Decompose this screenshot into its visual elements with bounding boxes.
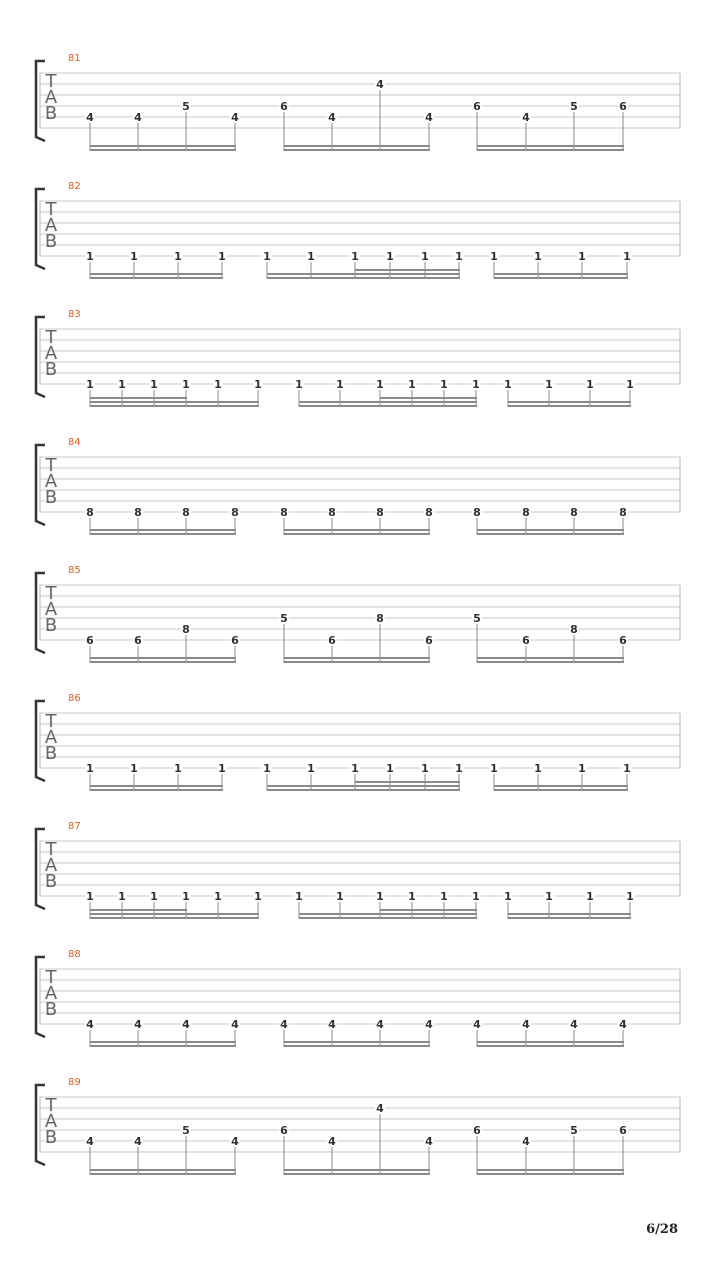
tab-system	[36, 565, 680, 663]
tab-clef-letter: B	[44, 743, 58, 764]
fret-number: 5	[570, 1124, 578, 1137]
fret-number: 1	[130, 762, 138, 775]
fret-number: 4	[86, 1135, 94, 1148]
fret-number: 4	[231, 1018, 239, 1031]
tab-clef-letter: B	[44, 999, 58, 1020]
fret-number: 4	[376, 1018, 384, 1031]
fret-number: 1	[307, 250, 315, 263]
measure-number: 82	[68, 181, 81, 192]
fret-number: 4	[86, 1018, 94, 1031]
fret-number: 8	[328, 506, 336, 519]
fret-number: 4	[280, 1018, 288, 1031]
note-beam	[477, 1173, 624, 1175]
fret-number: 1	[586, 890, 594, 903]
note-beam	[284, 529, 430, 531]
tab-clef-letter: A	[44, 983, 58, 1004]
fret-number: 6	[522, 634, 530, 647]
fret-number: 1	[490, 250, 498, 263]
fret-number: 1	[626, 378, 634, 391]
tab-clef-letter: A	[44, 215, 58, 236]
fret-number: 4	[134, 1135, 142, 1148]
note-beam	[284, 661, 430, 663]
tab-clef-letter: T	[45, 327, 57, 348]
fret-number: 1	[254, 890, 262, 903]
note-beam	[380, 909, 477, 911]
note-beam	[90, 657, 236, 659]
fret-number: 8	[182, 623, 190, 636]
fret-number: 1	[351, 762, 359, 775]
tab-clef-letter: A	[44, 343, 58, 364]
fret-number: 1	[336, 890, 344, 903]
note-beam	[90, 401, 259, 403]
fret-number: 5	[182, 100, 190, 113]
fret-number: 1	[150, 890, 158, 903]
fret-number: 1	[214, 890, 222, 903]
note-beam	[284, 533, 430, 535]
fret-number: 6	[86, 634, 94, 647]
tab-clef-letter: B	[44, 103, 58, 124]
fret-number: 1	[408, 890, 416, 903]
note-beam	[508, 913, 631, 915]
fret-number: 6	[619, 1124, 627, 1137]
tab-clef-letter: T	[45, 967, 57, 988]
measure-number: 86	[68, 693, 81, 704]
fret-number: 8	[280, 506, 288, 519]
tab-clef-letter: T	[45, 711, 57, 732]
measure-number: 81	[68, 53, 81, 64]
fret-number: 1	[623, 250, 631, 263]
note-beam	[90, 149, 236, 151]
note-beam	[477, 1045, 624, 1047]
note-beam	[267, 785, 460, 787]
note-beam	[477, 533, 624, 535]
tab-system	[36, 309, 680, 407]
fret-number: 8	[134, 506, 142, 519]
note-beam	[90, 533, 236, 535]
note-beam	[284, 145, 430, 147]
note-beam	[299, 913, 477, 915]
fret-number: 8	[473, 506, 481, 519]
fret-number: 5	[473, 612, 481, 625]
fret-number: 4	[619, 1018, 627, 1031]
note-beam	[90, 397, 187, 399]
fret-number: 5	[182, 1124, 190, 1137]
measure-number: 89	[68, 1077, 81, 1088]
note-beam	[380, 397, 477, 399]
tab-clef-letter: A	[44, 471, 58, 492]
fret-number: 1	[408, 378, 416, 391]
fret-number: 1	[86, 890, 94, 903]
fret-number: 1	[86, 378, 94, 391]
fret-number: 1	[504, 890, 512, 903]
note-beam	[477, 149, 624, 151]
note-beam	[508, 917, 631, 919]
tab-system	[36, 181, 680, 279]
tab-clef-letter: T	[45, 839, 57, 860]
fret-number: 1	[386, 250, 394, 263]
note-beam	[284, 1045, 430, 1047]
tab-clef-letter: T	[45, 455, 57, 476]
measure-number: 87	[68, 821, 81, 832]
note-beam	[90, 529, 236, 531]
fret-number: 1	[295, 378, 303, 391]
tab-clef-letter: B	[44, 359, 58, 380]
fret-number: 1	[376, 890, 384, 903]
note-beam	[299, 917, 477, 919]
tab-system	[36, 437, 680, 535]
fret-number: 4	[231, 111, 239, 124]
tab-clef-letter: A	[44, 855, 58, 876]
fret-number: 1	[578, 250, 586, 263]
tab-clef-letter: B	[44, 871, 58, 892]
fret-number: 1	[351, 250, 359, 263]
fret-number: 6	[280, 100, 288, 113]
fret-number: 4	[522, 1135, 530, 1148]
fret-number: 4	[425, 111, 433, 124]
fret-number: 1	[386, 762, 394, 775]
fret-number: 4	[328, 1018, 336, 1031]
fret-number: 6	[425, 634, 433, 647]
fret-number: 1	[295, 890, 303, 903]
fret-number: 6	[134, 634, 142, 647]
fret-number: 4	[570, 1018, 578, 1031]
note-beam	[90, 661, 236, 663]
tab-system	[36, 1077, 680, 1175]
fret-number: 1	[263, 762, 271, 775]
fret-number: 1	[254, 378, 262, 391]
note-beam	[355, 269, 460, 271]
fret-number: 1	[263, 250, 271, 263]
fret-number: 1	[218, 250, 226, 263]
tab-clef-letter: T	[45, 1095, 57, 1116]
fret-number: 1	[376, 378, 384, 391]
fret-number: 6	[328, 634, 336, 647]
fret-number: 5	[280, 612, 288, 625]
fret-number: 1	[86, 250, 94, 263]
fret-number: 6	[473, 100, 481, 113]
note-beam	[494, 785, 628, 787]
note-beam	[90, 909, 187, 911]
fret-number: 4	[86, 111, 94, 124]
tab-system	[36, 693, 680, 791]
tab-clef-letter: B	[44, 615, 58, 636]
note-beam	[284, 1041, 430, 1043]
fret-number: 4	[328, 1135, 336, 1148]
fret-number: 6	[231, 634, 239, 647]
note-beam	[477, 657, 624, 659]
note-beam	[90, 277, 223, 279]
note-beam	[494, 277, 628, 279]
fret-number: 1	[545, 378, 553, 391]
fret-number: 6	[473, 1124, 481, 1137]
note-beam	[494, 789, 628, 791]
fret-number: 4	[522, 1018, 530, 1031]
tab-clef-letter: T	[45, 583, 57, 604]
note-beam	[477, 1169, 624, 1171]
fret-number: 6	[619, 634, 627, 647]
note-beam	[284, 1173, 430, 1175]
fret-number: 4	[376, 78, 384, 91]
fret-number: 1	[455, 250, 463, 263]
fret-number: 1	[578, 762, 586, 775]
fret-number: 8	[182, 506, 190, 519]
fret-number: 4	[182, 1018, 190, 1031]
fret-number: 4	[328, 111, 336, 124]
note-beam	[267, 273, 460, 275]
note-beam	[90, 913, 259, 915]
note-beam	[90, 405, 259, 407]
tab-clef-letter: B	[44, 1127, 58, 1148]
fret-number: 8	[619, 506, 627, 519]
note-beam	[299, 401, 477, 403]
tab-clef-letter: B	[44, 487, 58, 508]
tab-clef-letter: A	[44, 87, 58, 108]
fret-number: 4	[134, 111, 142, 124]
note-beam	[90, 1173, 236, 1175]
measure-number: 84	[68, 437, 81, 448]
fret-number: 8	[570, 623, 578, 636]
fret-number: 1	[504, 378, 512, 391]
fret-number: 1	[490, 762, 498, 775]
note-beam	[90, 1045, 236, 1047]
fret-number: 1	[118, 890, 126, 903]
fret-number: 8	[86, 506, 94, 519]
tab-system	[36, 53, 680, 151]
note-beam	[508, 405, 631, 407]
fret-number: 1	[421, 762, 429, 775]
fret-number: 1	[218, 762, 226, 775]
note-beam	[267, 277, 460, 279]
fret-number: 1	[586, 378, 594, 391]
note-beam	[284, 149, 430, 151]
tab-system	[36, 821, 680, 919]
note-beam	[477, 1041, 624, 1043]
note-beam	[299, 405, 477, 407]
fret-number: 1	[440, 378, 448, 391]
note-beam	[90, 789, 223, 791]
fret-number: 1	[455, 762, 463, 775]
fret-number: 1	[307, 762, 315, 775]
fret-number: 1	[472, 378, 480, 391]
note-beam	[90, 145, 236, 147]
fret-number: 1	[626, 890, 634, 903]
measure-number: 85	[68, 565, 81, 576]
fret-number: 1	[174, 250, 182, 263]
measure-number: 88	[68, 949, 81, 960]
fret-number: 4	[425, 1135, 433, 1148]
note-beam	[90, 917, 259, 919]
note-beam	[355, 781, 460, 783]
note-beam	[90, 1169, 236, 1171]
fret-number: 1	[118, 378, 126, 391]
note-beam	[494, 273, 628, 275]
note-beam	[284, 657, 430, 659]
note-beam	[508, 401, 631, 403]
tab-clef-letter: A	[44, 1111, 58, 1132]
fret-number: 1	[214, 378, 222, 391]
fret-number: 5	[570, 100, 578, 113]
note-beam	[90, 1041, 236, 1043]
tab-system	[36, 949, 680, 1047]
fret-number: 8	[425, 506, 433, 519]
tab-clef-letter: A	[44, 599, 58, 620]
fret-number: 8	[522, 506, 530, 519]
fret-number: 8	[376, 612, 384, 625]
fret-number: 1	[150, 378, 158, 391]
tab-clef-letter: T	[45, 199, 57, 220]
note-beam	[477, 661, 624, 663]
fret-number: 8	[376, 506, 384, 519]
note-beam	[267, 789, 460, 791]
note-beam	[477, 145, 624, 147]
fret-number: 4	[231, 1135, 239, 1148]
note-beam	[477, 529, 624, 531]
note-beam	[284, 1169, 430, 1171]
fret-number: 1	[534, 250, 542, 263]
note-beam	[90, 273, 223, 275]
fret-number: 1	[421, 250, 429, 263]
fret-number: 4	[522, 111, 530, 124]
fret-number: 4	[425, 1018, 433, 1031]
fret-number: 1	[534, 762, 542, 775]
fret-number: 1	[623, 762, 631, 775]
fret-number: 6	[619, 100, 627, 113]
note-beam	[90, 785, 223, 787]
fret-number: 1	[182, 890, 190, 903]
fret-number: 8	[570, 506, 578, 519]
tab-clef-letter: B	[44, 231, 58, 252]
fret-number: 1	[130, 250, 138, 263]
tab-clef-letter: A	[44, 727, 58, 748]
fret-number: 8	[231, 506, 239, 519]
fret-number: 4	[376, 1102, 384, 1115]
fret-number: 6	[280, 1124, 288, 1137]
fret-number: 1	[182, 378, 190, 391]
page-number: 6/28	[646, 1222, 678, 1237]
fret-number: 4	[134, 1018, 142, 1031]
fret-number: 1	[174, 762, 182, 775]
fret-number: 1	[545, 890, 553, 903]
fret-number: 1	[472, 890, 480, 903]
fret-number: 4	[473, 1018, 481, 1031]
measure-number: 83	[68, 309, 81, 320]
fret-number: 1	[440, 890, 448, 903]
fret-number: 1	[336, 378, 344, 391]
fret-number: 1	[86, 762, 94, 775]
tab-clef-letter: T	[45, 71, 57, 92]
